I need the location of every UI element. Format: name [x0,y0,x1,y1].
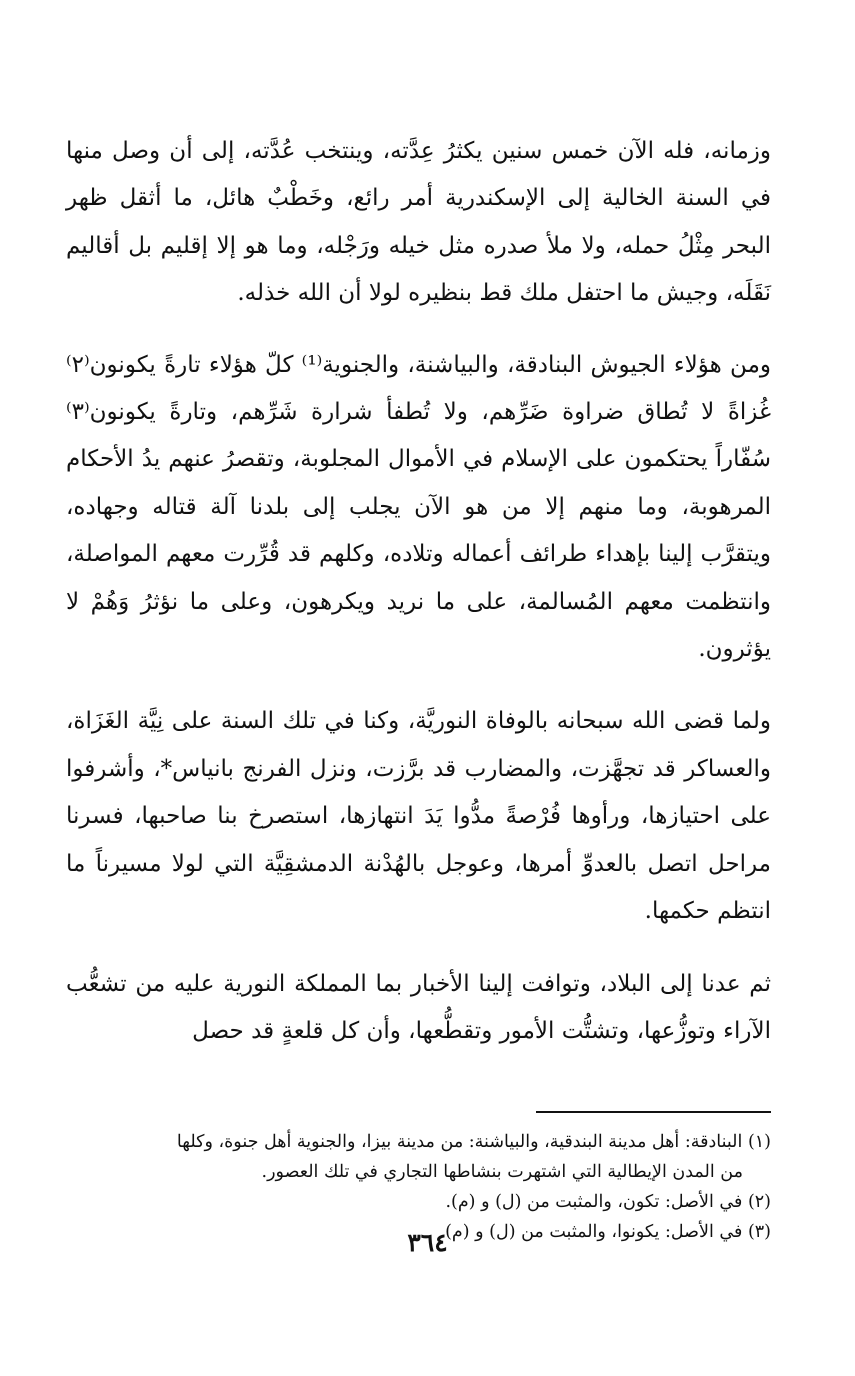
page-number: ٣٦٤ [407,1228,448,1257]
footnote-1-continuation: من المدن الإيطالية التي اشتهرت بنشاطها التجاري في تلك العصور. [261,1162,743,1183]
paragraph-4: ثم عدنا إلى البلاد، وتوافت إلينا الأخبار بما المملكة النورية عليه من تشعُّب الآراء وتوزُّعها، وتشتُّت الأمور وتقطُّعها، وأن كل قلعةٍ قد حصل [66,970,771,1044]
paragraph-3: ولما قضى الله سبحانه بالوفاة النوريَّة، وكنا في تلك السنة على نِيَّة الغَزَاة، والعساكر قد تجهَّزت، والمضارب قد برَّزت، ونزل الفرنج بانياس*، وأشرفوا على احتيازها، ورأوها فُرْصةً مدُّوا يَدَ انتهازها، استصرخ بنا صاحبها، فسرنا مراحل اتصل بالعدوِّ أمرها، وعوجل بالهُدْنة الدمشقِيَّة التي لولا مسيرناً ما انتظم حكمها. [66,708,771,925]
footnote-label: (٢) [747,1192,771,1213]
footnote-label: (٣) [747,1222,771,1243]
footnote-text: في الأصل: تكون، والمثبت من (ل) و (م). [445,1192,743,1213]
footnote-1 [66,1127,771,1157]
main-text [66,128,771,1055]
footnote-2 [66,1187,771,1217]
footnote-label: (١) [747,1132,771,1153]
footnote-text: البنادقة: أهل مدينة البندقية، والبياشنة: من مدينة بيزا، والجنوية أهل جنوة، وكلها [176,1132,743,1153]
paragraph-2: ومن هؤلاء الجيوش البنادقة، والبياشنة، والجنوية⁽¹⁾ كلّ هؤلاء تارةً يكونون⁽٢⁾ غُزاةً لا تُطاق ضراوة ضَرِّهم، ولا تُطفأ شرارة شَرِّهم، وتارةً يكونون⁽٣⁾ سُفّاراً يحتكمون على الإسلام في الأموال المجلوبة، وتقصرُ عنهم يدُ الأحكام المرهوبة، وما منهم إلا من هو الآن يجلب إلى بلدنا آلة قتاله وجهاده، ويتقرَّب إلينا بإهداء طرائف أعماله وتلاده، وكلهم قد قُرِّرت معهم المواصلة، وانتظمت معهم المُسالمة، على ما نريد ويكرهون، وعلى ما نؤثرُ وَهُمْ لا يؤثرون. [66,351,771,663]
paragraph-1: وزمانه، فله الآن خمس سنين يكثرُ عِدَّته، وينتخب عُدَّته، إلى أن وصل منها في السنة الخالية إلى الإسكندرية أمر رائع، وخَطْبٌ هائل، ما أثقل ظهر البحر مِثْلُ حمله، ولا ملأ صدره مثل خيله ورَجْله، وما هو إلا إقليم بل أقاليم نَقَلَه، وجيش ما احتفل ملك قط بنظيره لولا أن الله خذله. [66,138,771,307]
footnote-text: في الأصل: يكونوا، والمثبت من (ل) و (م). [439,1222,743,1243]
footnote-separator [536,1111,771,1113]
